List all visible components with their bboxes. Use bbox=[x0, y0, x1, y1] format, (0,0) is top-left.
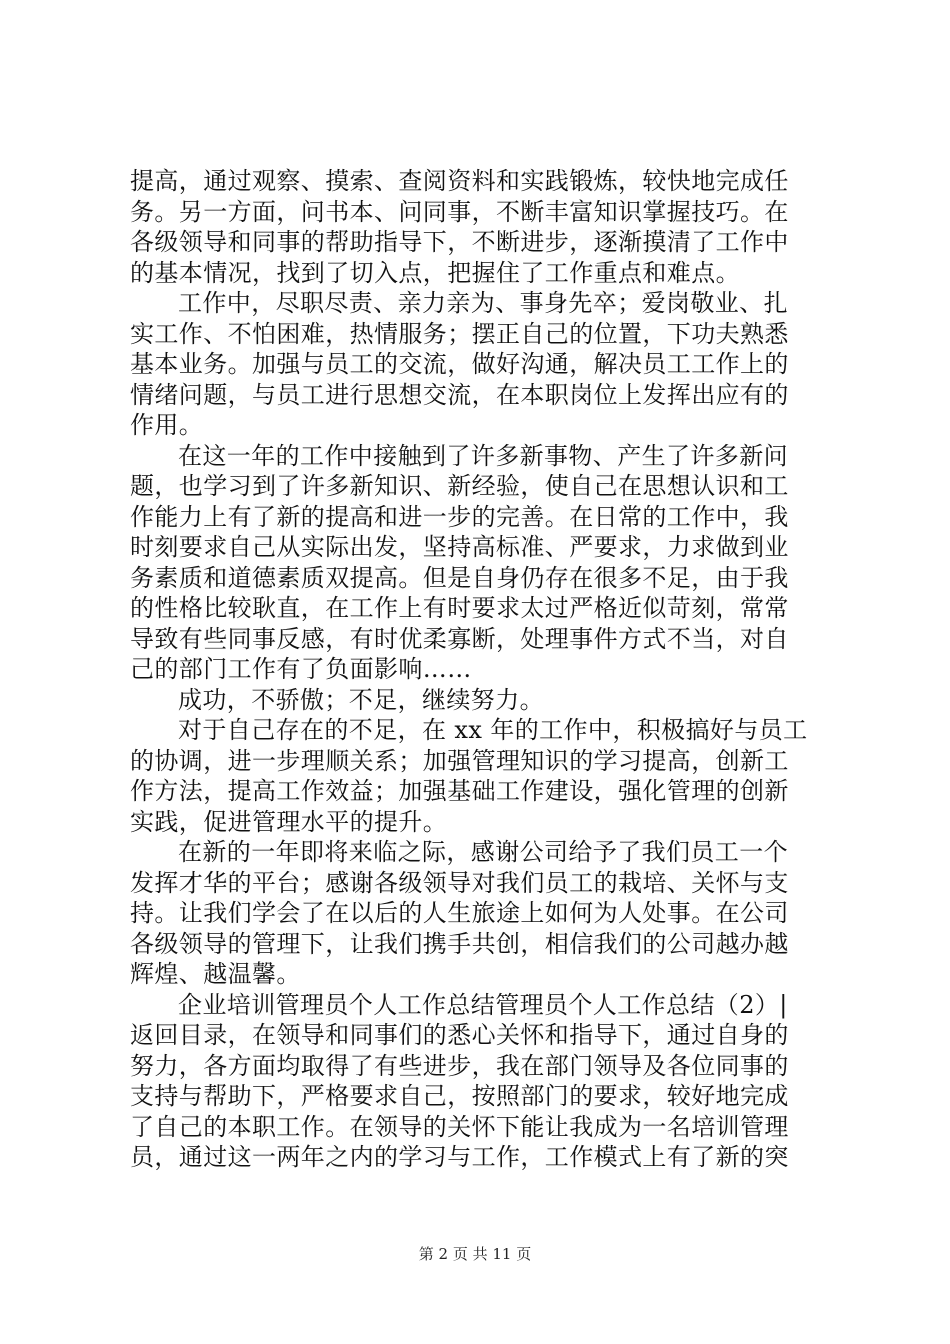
text-line: 作方法，提高工作效益；加强基础工作建设，强化管理的创新 bbox=[130, 777, 789, 805]
text-line: 各级领导的管理下，让我们携手共创，相信我们的公司越办越 bbox=[130, 929, 789, 958]
text-line: 情绪问题，与员工进行思想交流，在本职岗位上发挥出应有的 bbox=[130, 380, 789, 409]
text-line: 的协调，进一步理顺关系；加强管理知识的学习提高，创新工 bbox=[130, 746, 789, 775]
text-line: 返回目录，在领导和同事们的悉心关怀和指导下，通过自身的 bbox=[130, 1021, 789, 1049]
text-line: 员，通过这一两年之内的学习与工作，工作模式上有了新的突 bbox=[130, 1143, 789, 1171]
text-line: 支持与帮助下，严格要求自己，按照部门的要求，较好地完成 bbox=[130, 1082, 789, 1110]
text-line: 提高，通过观察、摸索、查阅资料和实践锻炼，较快地完成任 bbox=[130, 167, 789, 195]
text-line: 作能力上有了新的提高和进一步的完善。在日常的工作中，我 bbox=[130, 502, 789, 531]
body-text bbox=[130, 166, 836, 1173]
text-line: 发挥才华的平台；感谢各级领导对我们员工的栽培、关怀与支 bbox=[130, 868, 789, 897]
text-line: 辉煌、越温馨。 bbox=[130, 960, 301, 988]
text-line: 己的部门工作有了负面影响…… bbox=[130, 655, 472, 683]
text-line: 成功，不骄傲；不足，继续努力。 bbox=[178, 685, 544, 714]
text-line: 在新的一年即将来临之际，感谢公司给予了我们员工一个 bbox=[178, 838, 788, 866]
text-line: 作用。 bbox=[130, 411, 204, 439]
text-line: 了自己的本职工作。在领导的关怀下能让我成为一名培训管理 bbox=[130, 1112, 789, 1141]
text-line: 持。让我们学会了在以后的人生旅途上如何为人处事。在公司 bbox=[130, 899, 789, 927]
text-line: 在这一年的工作中接触到了许多新事物、产生了许多新问 bbox=[178, 441, 788, 470]
text-line: 努力，各方面均取得了有些进步，我在部门领导及各位同事的 bbox=[130, 1051, 789, 1080]
text-line: 各级领导和同事的帮助指导下，不断进步，逐渐摸清了工作中 bbox=[130, 228, 789, 256]
text-line: 实践，促进管理水平的提升。 bbox=[130, 807, 448, 836]
text-line: 企业培训管理员个人工作总结管理员个人工作总结（2）| bbox=[178, 990, 788, 1019]
text-line: 题，也学习到了许多新知识、新经验，使自己在思想认识和工 bbox=[130, 472, 789, 500]
text-line: 的性格比较耿直，在工作上有时要求太过严格近似苛刻，常常 bbox=[130, 594, 789, 622]
text-line: 对于自己存在的不足，在 xx 年的工作中，积极搞好与员工 bbox=[178, 716, 808, 744]
page-footer: 第 2 页 共 11 页 bbox=[418, 1245, 532, 1263]
text-line: 的基本情况，找到了切入点，把握住了工作重点和难点。 bbox=[130, 258, 740, 287]
text-line: 基本业务。加强与员工的交流，做好沟通，解决员工工作上的 bbox=[130, 350, 789, 378]
text-line: 时刻要求自己从实际出发，坚持高标准、严要求，力求做到业 bbox=[130, 533, 789, 561]
text-line: 导致有些同事反感，有时优柔寡断，处理事件方式不当，对自 bbox=[130, 624, 789, 653]
text-line: 务。另一方面，问书本、问同事，不断丰富知识掌握技巧。在 bbox=[130, 197, 789, 226]
text-line: 工作中，尽职尽责、亲力亲为、事身先卒；爱岗敬业、扎 bbox=[178, 289, 788, 317]
text-line: 务素质和道德素质双提高。但是自身仍存在很多不足，由于我 bbox=[130, 563, 789, 592]
text-line: 实工作、不怕困难，热情服务；摆正自己的位置，下功夫熟悉 bbox=[130, 319, 789, 348]
